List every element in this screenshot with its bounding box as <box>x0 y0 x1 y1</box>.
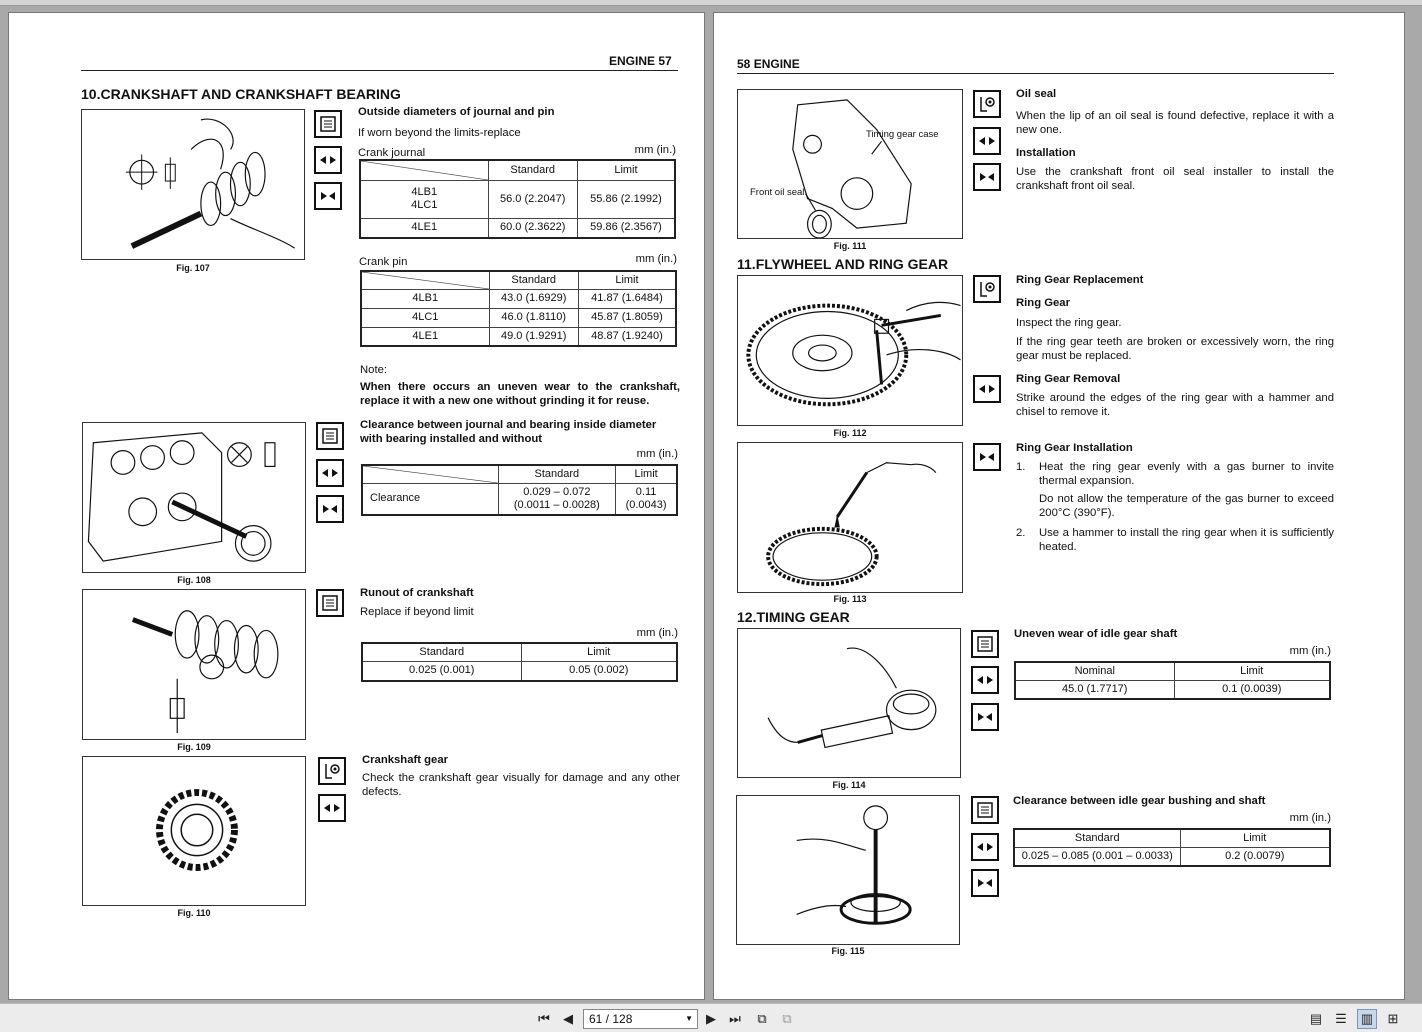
measure-icon <box>971 796 999 824</box>
right-page-header <box>737 57 800 71</box>
figure-108 <box>82 422 306 573</box>
table-cell: 59.86 (2.3567) <box>577 218 675 238</box>
figure-caption: Fig. 114 <box>832 780 866 790</box>
column-header: Limit <box>1174 662 1330 680</box>
note-text: When there occurs an uneven wear to the crankshaft, replace it with a new one without grinding it for reuse. <box>360 381 680 407</box>
flywheel-illustration <box>738 276 962 425</box>
table-cell: 55.86 (2.1992) <box>577 180 675 218</box>
idle-clearance-title: Clearance between idle gear bushing and shaft <box>1013 795 1266 807</box>
header-rule <box>737 73 1334 74</box>
installation-text: Use the crankshaft front oil seal installer to install the crankshaft front oil seal. <box>1016 166 1334 192</box>
section-title: 11.FLYWHEEL AND RING GEAR <box>737 256 949 272</box>
table-cell: 0.05 (0.002) <box>521 661 677 681</box>
step-1-text: Heat the ring gear evenly with a gas burner to invite thermal expansion. <box>1039 461 1334 487</box>
column-header: Limit <box>521 643 677 661</box>
header-rule <box>81 70 678 71</box>
clearance-title: Clearance between journal and bearing inside diameter with bearing installed and without <box>360 419 657 445</box>
figure-115 <box>736 795 960 945</box>
measure-icon <box>314 110 342 138</box>
section-title: 10.CRANKSHAFT AND CRANKSHAFT BEARING <box>81 86 401 102</box>
top-toolbar-strip <box>0 0 1422 6</box>
figure-caption: Fig. 115 <box>831 946 865 956</box>
single-page-icon[interactable]: ▤ <box>1309 1011 1323 1026</box>
figure-caption: Fig. 110 <box>177 908 211 918</box>
figure-110 <box>82 756 306 906</box>
figure-112 <box>737 275 963 426</box>
bushing-clearance-illustration <box>737 796 959 944</box>
installation-title: Ring Gear Installation <box>1016 442 1133 454</box>
column-header: Limit <box>578 271 676 289</box>
table-cell: 0.1 (0.0039) <box>1174 680 1330 699</box>
step-number: 2. <box>1016 527 1026 539</box>
table-cell: 45.87 (1.8059) <box>578 308 676 327</box>
table-cell: 4LB1 4LC1 <box>360 180 488 218</box>
install-icon <box>973 443 1001 471</box>
column-header: Standard <box>498 465 616 483</box>
gear-title: Crankshaft gear <box>362 754 449 766</box>
figure-label: Timing gear case <box>866 129 939 140</box>
table-cell: 4LC1 <box>361 308 489 327</box>
ring-gear-title: Ring Gear <box>1016 297 1070 309</box>
idle-gear-shaft-illustration <box>738 629 960 777</box>
header-page-number: 58 <box>737 57 751 71</box>
table-corner <box>362 465 498 483</box>
figure-caption: Fig. 107 <box>176 263 210 273</box>
inspect-icon <box>318 757 346 785</box>
gear-illustration <box>83 757 305 905</box>
table-cell: 0.11 (0.0043) <box>616 483 677 515</box>
crankshaft-measure-illustration <box>82 110 304 259</box>
figure-caption: Fig. 112 <box>833 428 867 438</box>
note-label: Note: <box>360 364 388 376</box>
unit-label: mm (in.) <box>1289 812 1331 824</box>
step-number: 1. <box>1016 461 1026 473</box>
continuous-facing-icon[interactable]: ⊞ <box>1387 1011 1399 1026</box>
oil-seal-text: When the lip of an oil seal is found defective, replace it with a new one. <box>1016 110 1334 136</box>
figure-label: Front oil seal <box>750 187 805 198</box>
od-instruction: If worn beyond the limits-replace <box>358 127 521 139</box>
left-page-header <box>609 54 672 68</box>
broken-text: If the ring gear teeth are broken or excessively worn, the ring gear must be replaced. <box>1016 336 1334 362</box>
figure-113 <box>737 442 963 593</box>
table-cell: 43.0 (1.6929) <box>489 289 578 308</box>
previous-page-icon[interactable]: ◀ <box>563 1011 573 1026</box>
back-view-icon[interactable]: ⧉ <box>757 1011 767 1026</box>
table-cell: 46.0 (1.8110) <box>489 308 578 327</box>
oil-seal-title: Oil seal <box>1016 88 1057 100</box>
table-cell: 0.029 – 0.072 (0.0011 – 0.0028) <box>498 483 616 515</box>
remove-icon <box>971 833 999 861</box>
figure-114 <box>737 628 961 778</box>
viewer-toolbar <box>0 1003 1422 1032</box>
figure-caption: Fig. 108 <box>177 575 211 585</box>
clearance-table <box>361 464 678 516</box>
removal-title: Ring Gear Removal <box>1016 373 1121 385</box>
step-1-note: Do not allow the temperature of the gas burner to exceed 200°C (390°F). <box>1039 493 1334 519</box>
table-cell: 56.0 (2.2047) <box>488 180 577 218</box>
inspect-icon <box>973 90 1001 118</box>
install-icon <box>971 869 999 897</box>
table-cell: 4LE1 <box>360 218 488 238</box>
step-2-text: Use a hammer to install the ring gear when it is sufficiently heated. <box>1039 527 1334 553</box>
journal-label: Crank journal <box>358 147 426 159</box>
table-corner <box>360 160 488 180</box>
table-cell: 4LE1 <box>361 327 489 346</box>
column-header: Standard <box>362 643 521 661</box>
column-header: Limit <box>616 465 677 483</box>
table-cell: 4LB1 <box>361 289 489 308</box>
measure-icon <box>316 422 344 450</box>
figure-caption: Fig. 113 <box>833 594 867 604</box>
figure-caption: Fig. 109 <box>177 742 211 752</box>
crank-pin-table <box>360 270 677 347</box>
section-title: 12.TIMING GEAR <box>737 609 850 625</box>
figure-109 <box>82 589 306 740</box>
pin-label: Crank pin <box>359 256 408 268</box>
column-header: Standard <box>488 160 577 180</box>
ring-gear-heating-illustration <box>738 443 962 592</box>
remove-icon <box>318 794 346 822</box>
remove-icon <box>973 375 1001 403</box>
continuous-icon[interactable]: ☰ <box>1335 1011 1347 1026</box>
left-page <box>8 12 705 1000</box>
first-page-icon[interactable]: ⏮ <box>538 1011 550 1026</box>
unit-label: mm (in.) <box>1289 645 1331 657</box>
timing-gear-case-illustration <box>738 90 962 238</box>
installation-title: Installation <box>1016 147 1076 159</box>
idle-wear-table <box>1014 661 1331 700</box>
table-cell: 41.87 (1.6484) <box>578 289 676 308</box>
figure-caption: Fig. 111 <box>833 241 867 251</box>
forward-view-icon[interactable]: ⧉ <box>782 1011 792 1026</box>
unit-label: mm (in.) <box>636 627 678 639</box>
next-page-icon[interactable]: ▶ <box>706 1011 716 1026</box>
table-corner <box>361 271 489 289</box>
install-icon <box>971 703 999 731</box>
header-section: ENGINE <box>609 54 656 68</box>
gear-text: Check the crankshaft gear visually for damage and any other defects. <box>362 772 680 798</box>
runout-illustration <box>83 590 305 739</box>
unit-label: mm (in.) <box>635 253 677 265</box>
figure-111 <box>737 89 963 239</box>
install-icon <box>314 182 342 210</box>
remove-icon <box>971 666 999 694</box>
table-cell: 0.025 – 0.085 (0.001 – 0.0033) <box>1014 847 1180 866</box>
figure-107 <box>81 109 305 260</box>
table-cell: 0.025 (0.001) <box>362 661 521 681</box>
install-icon <box>973 163 1001 191</box>
idle-clearance-table <box>1013 828 1331 867</box>
page-indicator: 61 / 128 <box>589 1012 633 1026</box>
runout-instruction: Replace if beyond limit <box>360 606 474 618</box>
column-header: Limit <box>1180 829 1330 847</box>
facing-icon[interactable]: ▥ <box>1357 1009 1377 1029</box>
inspect-icon <box>973 275 1001 303</box>
bearing-clearance-illustration <box>83 423 305 572</box>
table-cell: 0.2 (0.0079) <box>1180 847 1330 866</box>
page-number-select[interactable] <box>583 1009 698 1029</box>
runout-table <box>361 642 678 682</box>
table-cell: Clearance <box>362 483 498 515</box>
measure-icon <box>971 630 999 658</box>
crank-journal-table <box>359 159 676 239</box>
od-title: Outside diameters of journal and pin <box>358 106 555 118</box>
unit-label: mm (in.) <box>636 448 678 460</box>
ring-gear-replacement-title: Ring Gear Replacement <box>1016 274 1144 286</box>
remove-icon <box>314 146 342 174</box>
table-cell: 45.0 (1.7717) <box>1015 680 1174 699</box>
column-header: Limit <box>577 160 675 180</box>
idle-wear-title: Uneven wear of idle gear shaft <box>1014 628 1178 640</box>
table-cell: 60.0 (2.3622) <box>488 218 577 238</box>
column-header: Standard <box>489 271 578 289</box>
remove-icon <box>973 127 1001 155</box>
last-page-icon[interactable]: ⏭ <box>729 1011 741 1026</box>
inspect-text: Inspect the ring gear. <box>1016 317 1122 329</box>
runout-title: Runout of crankshaft <box>360 587 474 599</box>
install-icon <box>316 495 344 523</box>
measure-icon <box>316 589 344 617</box>
unit-label: mm (in.) <box>634 144 676 156</box>
chevron-down-icon: ▼ <box>685 1014 693 1023</box>
column-header: Standard <box>1014 829 1180 847</box>
header-section: ENGINE <box>753 57 800 71</box>
table-cell: 49.0 (1.9291) <box>489 327 578 346</box>
removal-text: Strike around the edges of the ring gear with a hammer and chisel to remove it. <box>1016 392 1334 418</box>
header-page-number: 57 <box>658 54 672 68</box>
table-cell: 48.87 (1.9240) <box>578 327 676 346</box>
remove-icon <box>316 459 344 487</box>
right-page <box>713 12 1405 1000</box>
column-header: Nominal <box>1015 662 1174 680</box>
